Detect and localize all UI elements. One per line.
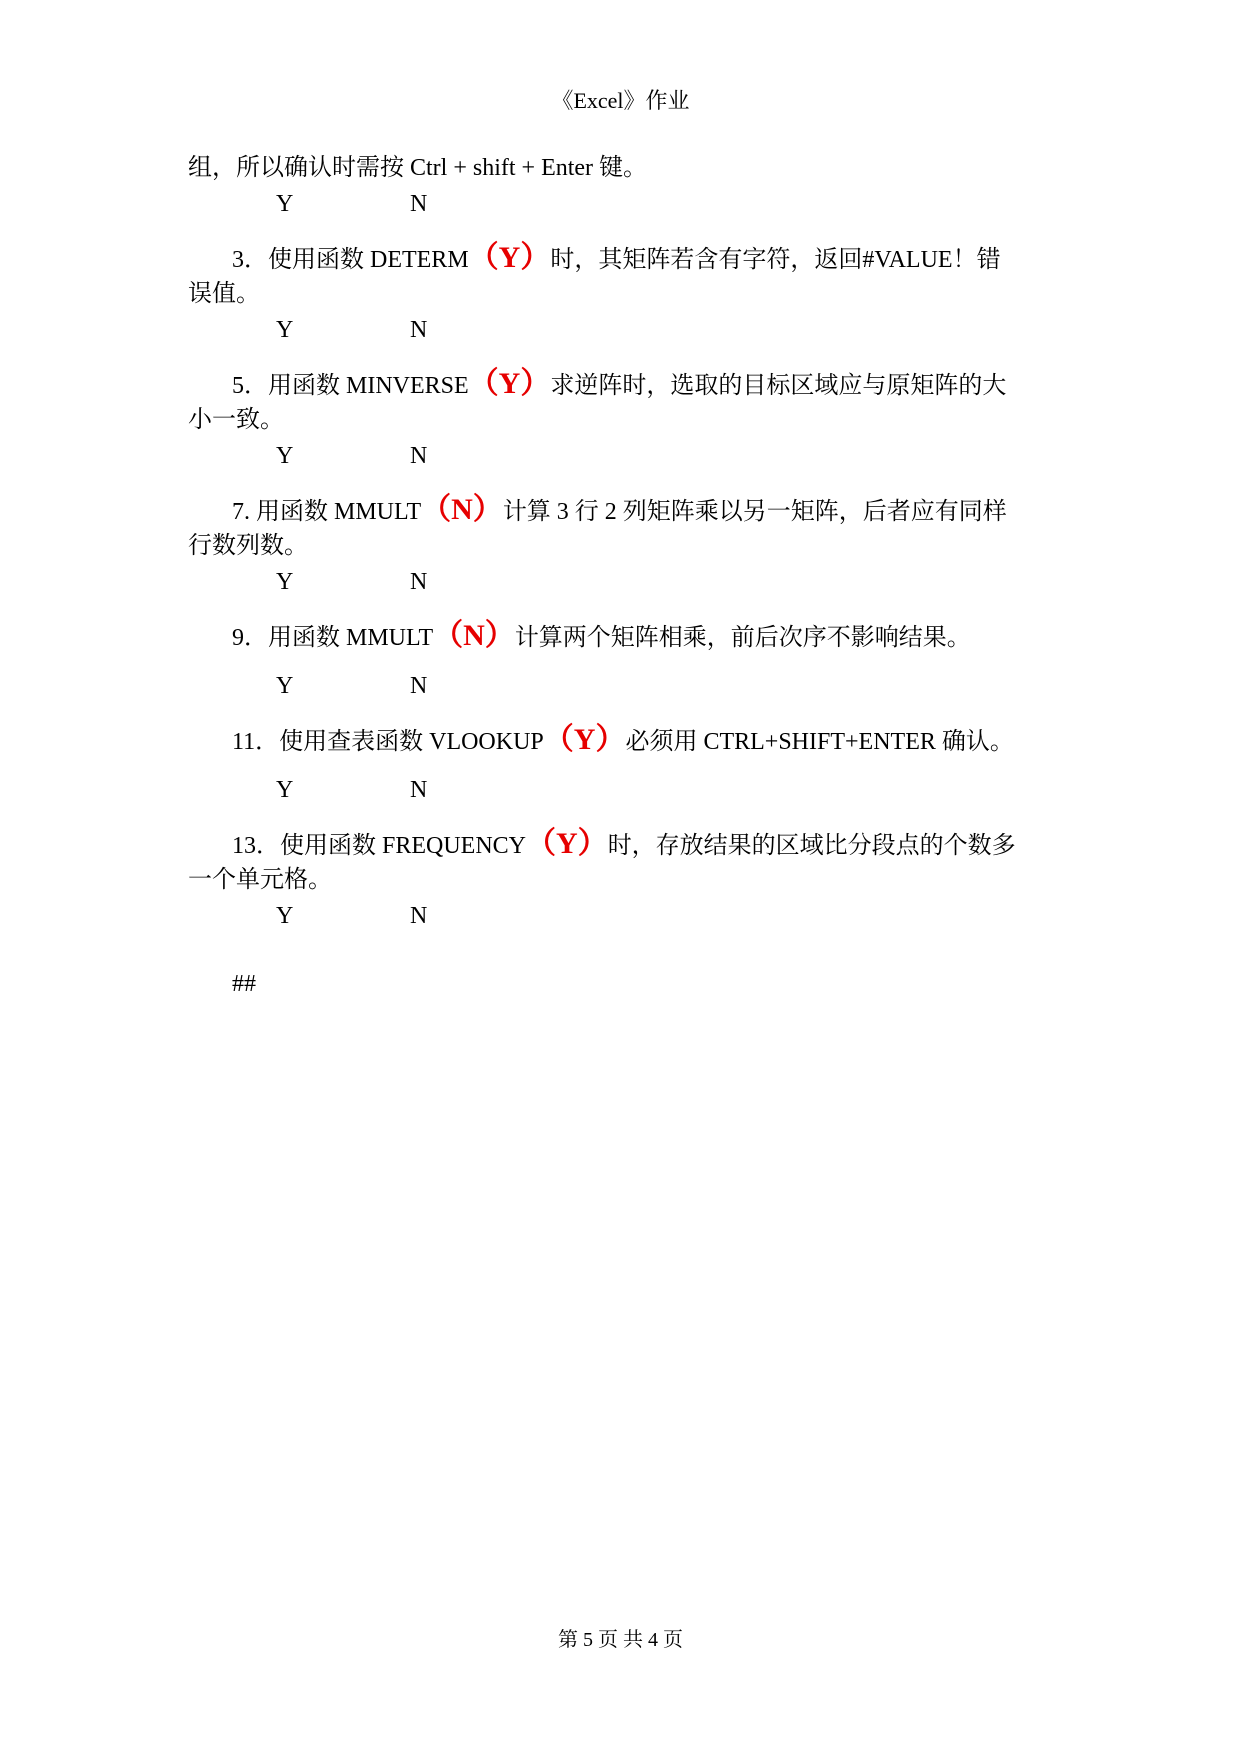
option-n: N (410, 569, 428, 595)
question-wrap: 小一致。 (188, 407, 284, 433)
question-5 (188, 366, 1060, 402)
option-n: N (410, 443, 428, 469)
question-7 (188, 492, 1060, 528)
question-suffix: 求逆阵时，选取的目标区域应与原矩阵的大 (550, 373, 1007, 399)
yn-options (188, 312, 1060, 352)
question-prefix: 9．用函数 MMULT (232, 625, 434, 651)
option-y: Y (276, 777, 294, 803)
question-prefix: 3．使用函数 DETERM (232, 247, 469, 273)
option-y: Y (276, 903, 294, 929)
question-13 (188, 826, 1060, 862)
question-9 (188, 618, 1060, 654)
option-y: Y (276, 317, 294, 343)
option-y: Y (276, 673, 294, 699)
question-suffix: 必须用 CTRL+SHIFT+ENTER 确认。 (625, 729, 1014, 755)
option-y: Y (276, 569, 294, 595)
option-n: N (410, 673, 428, 699)
answer-mark: （Y） (526, 827, 608, 860)
question-suffix: 计算两个矩阵相乘，前后次序不影响结果。 (514, 625, 971, 651)
yn-options (188, 564, 1060, 604)
document-body (188, 150, 1060, 1002)
answer-mark: （Y） (468, 367, 551, 400)
option-n: N (410, 191, 428, 217)
question-wrap: 一个单元格。 (188, 867, 332, 893)
answer-mark: （N） (433, 619, 515, 652)
answer-mark: （Y） (468, 241, 551, 274)
option-y: Y (276, 191, 294, 217)
option-y: Y (276, 443, 294, 469)
option-n: N (410, 903, 428, 929)
question-wrap: 误值。 (188, 281, 260, 307)
answer-mark: （N） (421, 493, 503, 526)
question-suffix: 时，存放结果的区域比分段点的个数多 (607, 833, 1016, 859)
question-prefix: 11．使用查表函数 VLOOKUP (232, 729, 544, 755)
yn-options (188, 438, 1060, 478)
yn-options (188, 898, 1060, 938)
question-suffix: 时，其矩阵若含有字符，返回#VALUE！错 (550, 247, 1001, 273)
continuation-text: 组，所以确认时需按 Ctrl + shift + Enter 键。 (188, 155, 648, 181)
answer-mark: （Y） (543, 723, 626, 756)
page-header: 《Excel》作业 (551, 88, 690, 113)
question-prefix: 5．用函数 MINVERSE (232, 373, 469, 399)
option-n: N (410, 777, 428, 803)
yn-options (188, 772, 1060, 812)
yn-options (188, 668, 1060, 708)
page-footer: 第 5 页 共 4 页 (558, 1629, 683, 1651)
question-prefix: 13．使用函数 FREQUENCY (232, 833, 527, 859)
question-prefix: 7. 用函数 MMULT (232, 499, 422, 525)
option-n: N (410, 317, 428, 343)
question-suffix: 计算 3 行 2 列矩阵乘以另一矩阵，后者应有同样 (502, 499, 1007, 525)
yn-options (188, 186, 1060, 226)
question-wrap: 行数列数。 (188, 533, 308, 559)
trailing-mark: ## (232, 971, 256, 997)
question-3 (188, 240, 1060, 276)
question-11 (188, 722, 1060, 758)
